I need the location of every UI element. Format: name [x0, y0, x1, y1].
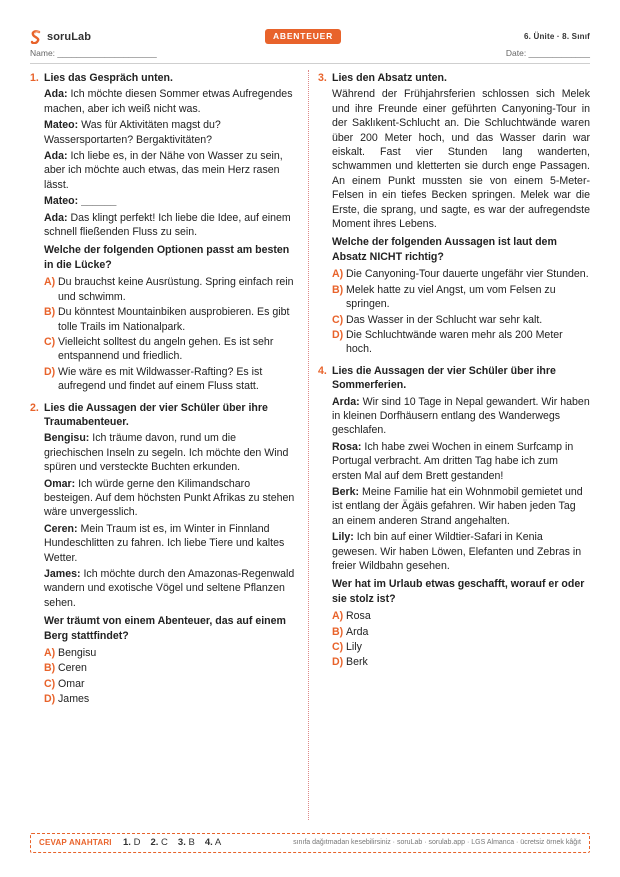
option-text: Berk [346, 656, 368, 669]
option-letter: D) [332, 656, 344, 669]
answer-option-b[interactable] [332, 283, 590, 312]
answer-option-c[interactable] [44, 677, 298, 691]
option-letter: C) [44, 677, 56, 690]
statement-line [44, 567, 298, 610]
answer-option-d[interactable] [44, 365, 298, 394]
option-letter: B) [44, 306, 56, 319]
option-letter: A) [332, 268, 344, 281]
answer-number: 1. [123, 837, 131, 848]
answer-option-d[interactable] [332, 328, 590, 357]
answer-letter: A [214, 837, 222, 848]
speaker: Lily: [332, 531, 354, 544]
answer-option-b[interactable] [332, 625, 590, 639]
option-text: Bengisu [58, 647, 97, 660]
answer-option-d[interactable] [44, 692, 298, 706]
speaker: Rosa: [332, 440, 362, 453]
statement-text: Ich habe zwei Wochen in einem Surfcamp in Portugal verbracht. Am dritten Tag habe ich zum ersten Mal auf dem Brett gestanden! [332, 440, 574, 482]
speaker: Omar: [44, 477, 76, 490]
question-prompt: Welche der folgenden Optionen passt am besten in die Lücke? [44, 244, 290, 271]
answer-number: 3. [177, 837, 186, 848]
statement-text: Ich würde gerne den Kilimandscharo besteigen. Auf dem höchsten Punkt Afrikas zu stehen wäre unvergesslich. [44, 477, 295, 519]
statement-text: Wir sind 10 Tage in Nepal gewandert. Wir haben in kleinen Dorfhäusern entlang des Wanderwegs geschlafen. [332, 395, 590, 437]
page-header [30, 27, 590, 49]
footer-note: sınıfa dağıtmadan kesebilirsiniz · soruLab · sorulab.app · LGS Almanca · ücretsiz örnek kâğıt [293, 839, 581, 846]
option-text: Die Canyoning-Tour dauerte ungefähr vier Stunden. [346, 268, 589, 281]
option-letter: B) [332, 625, 344, 638]
option-text: Du könntest Mountainbiken ausprobieren. Es gibt tolle Trails im Nationalpark. [58, 306, 290, 333]
speaker: James: [44, 568, 81, 580]
speaker: Arda: [332, 395, 360, 408]
option-text: Die Schluchtwände waren mehr als 200 Meter hoch. [346, 328, 563, 356]
statement-text: Ich möchte durch den Amazonas-Regenwald wandern und exotische Vögel und seltene Pflanzen sehen. [44, 568, 295, 609]
speaker: Mateo: [44, 195, 79, 208]
answer-key-item [150, 837, 167, 848]
statement-line [332, 530, 590, 573]
option-text: Arda [346, 625, 369, 638]
answer-key-list [123, 837, 231, 848]
sorulab-logo-icon [30, 30, 42, 44]
answer-option-c[interactable] [332, 313, 590, 327]
dialogue-line [44, 211, 298, 240]
unit-label: 6. Ünite · 8. Sınıf [523, 32, 590, 41]
topic-badge: ABENTEUER [265, 29, 341, 44]
question-title [318, 364, 590, 393]
option-letter: B) [332, 283, 344, 296]
statement-line [332, 485, 590, 528]
statement-line [332, 440, 590, 483]
question-number: 3. [318, 72, 327, 84]
answer-option-b[interactable] [44, 305, 298, 334]
statement-text: Ich bin auf einer Wildtier-Safari in Kenia gewesen. Wir haben Löwen, Elefanten und Zebras in freier Wildbahn gesehen. [332, 531, 582, 572]
question-2 [30, 401, 298, 707]
option-text: Melek hatte zu viel Angst, um vom Felsen zu springen. [346, 283, 556, 311]
question-prompt: Welche der folgenden Aussagen ist laut dem Absatz NICHT richtig? [332, 236, 557, 263]
option-letter: A) [332, 610, 344, 623]
answer-number: 4. [204, 837, 213, 848]
answer-key-label: CEVAP ANAHTARI [39, 838, 112, 847]
statement-line [44, 477, 298, 520]
answer-letter: B [188, 837, 195, 848]
question-title [30, 401, 298, 430]
question-instruction: Lies den Absatz unten. [332, 72, 447, 84]
right-column [318, 71, 590, 671]
option-text: Das Wasser in der Schlucht war sehr kalt. [346, 313, 543, 326]
dialogue-text: Ich möchte diesen Sommer etwas Aufregendes machen, aber ich weiß nicht was. [44, 88, 293, 115]
speaker: Bengisu: [44, 432, 90, 445]
answer-option-c[interactable] [44, 335, 298, 364]
answer-option-b[interactable] [44, 661, 298, 675]
dialogue-text: Das klingt perfekt! Ich liebe die Idee, auf einem schnell fließenden Fluss zu sein. [44, 211, 291, 239]
question-title [318, 71, 590, 85]
answer-option-a[interactable] [44, 646, 298, 660]
option-letter: D) [332, 328, 344, 341]
answer-key-item [178, 837, 195, 848]
answer-option-a[interactable] [332, 609, 590, 623]
logo [30, 30, 91, 44]
option-text: Wie wäre es mit Wildwasser-Rafting? Es ist aufregend und findet auf einem Fluss statt. [58, 365, 263, 393]
option-letter: C) [332, 313, 344, 326]
option-letter: D) [44, 693, 56, 706]
column-divider [308, 70, 309, 820]
header-divider [30, 63, 590, 64]
question-1 [30, 71, 298, 394]
option-letter: D) [44, 365, 56, 378]
question-number: 1. [30, 72, 39, 84]
option-letter: C) [332, 641, 344, 654]
question-title [30, 71, 298, 85]
option-text: Lily [346, 641, 362, 654]
left-column [30, 71, 298, 708]
answer-option-a[interactable] [44, 275, 298, 304]
option-letter: A) [44, 276, 56, 289]
option-text: Rosa [346, 610, 371, 623]
statement-line [332, 395, 590, 438]
speaker: Ceren: [44, 522, 78, 535]
option-letter: A) [44, 647, 56, 660]
answer-key-item [123, 837, 140, 848]
dialogue-line [44, 149, 298, 192]
question-4 [318, 364, 590, 670]
statement-line [44, 431, 298, 474]
statement-text: Ich träume davon, rund um die griechischen Inseln zu segeln. Ich möchte den Wind spüren und versteckte Buchten erkunden. [44, 432, 289, 474]
logo-text: soruLab [47, 31, 92, 43]
statement-text: Mein Traum ist es, im Winter in Finnland Hundeschlitten zu fahren. Ich liebe Tiere und kaltes Wetter. [44, 522, 285, 564]
statement-text: Meine Familie hat ein Wohnmobil gemietet und ist entlang der Ägäis gefahren. Wir haben jeden Tag an einem anderen Strand angehalten. [332, 485, 583, 527]
speaker: Ada: [44, 88, 68, 101]
answer-key-item [205, 837, 221, 848]
option-letter: C) [44, 335, 56, 348]
answer-key-strip [30, 833, 590, 853]
question-prompt: Wer hat im Urlaub etwas geschafft, worauf er oder sie stolz ist? [332, 578, 585, 605]
option-letter: B) [44, 662, 56, 675]
statement-line [44, 522, 298, 565]
question-instruction: Lies das Gespräch unten. [44, 72, 173, 84]
speaker: Mateo: [44, 119, 79, 132]
option-text: James [58, 693, 90, 706]
name-field-label: Name: _____________________ [30, 48, 157, 58]
question-3 [318, 71, 590, 357]
answer-option-c[interactable] [332, 640, 590, 654]
option-text: Omar [58, 677, 85, 690]
meta-row [30, 48, 590, 64]
option-text: Vielleicht solltest du angeln gehen. Es ist sehr entspannend und friedlich. [58, 335, 274, 363]
dialogue-text: Was für Aktivitäten magst du? Wassersportarten? Bergaktivitäten? [44, 119, 221, 146]
answer-option-a[interactable] [332, 267, 590, 281]
answer-letter: C [161, 837, 168, 848]
dialogue-line [44, 194, 298, 208]
dialogue-line [44, 118, 298, 147]
speaker: Ada: [44, 150, 68, 163]
question-prompt: Wer träumt von einem Abenteuer, das auf einem Berg stattfindet? [44, 615, 286, 642]
question-instruction: Lies die Aussagen der vier Schüler über ihre Traumabenteuer. [44, 401, 268, 428]
answer-option-d[interactable] [332, 655, 590, 669]
speaker: Ada: [44, 211, 68, 224]
question-instruction: Lies die Aussagen der vier Schüler über ihre Sommerferien. [332, 364, 556, 392]
option-text: Ceren [58, 662, 87, 675]
answer-letter: D [133, 837, 141, 848]
speaker: Berk: [332, 485, 360, 498]
reading-paragraph: Während der Frühjahrsferien schlossen sich Melek und ihre Freunde einer geführten Canyoning-Tour in der Saklıkent-Schlucht an. Die Schluchtwände waren über 200 Meter hoch, und das Wasser darin war eiskalt. Fast vier Stunden lang wanderten, schwammen und kletterten sie durch enge Passagen. An einem Punkt mussten sie von einem 5-Meter-Felsen in ein tiefes Becken springen. Melek war die Erste, die sprang, und sagte, es war der aufregendste Moment ihres Lebens. [332, 88, 590, 231]
dialogue-text: Ich liebe es, in der Nähe von Wasser zu sein, aber ich möchte auch etwas, das mein Herz rasen lässt. [44, 150, 283, 191]
question-number: 2. [30, 401, 39, 414]
answer-number: 2. [150, 837, 159, 848]
option-text: Du brauchst keine Ausrüstung. Spring einfach rein und schwimm. [58, 276, 294, 303]
dialogue-blank: ______ [78, 195, 117, 208]
dialogue-line [44, 87, 298, 116]
question-number: 4. [318, 364, 327, 377]
date-field-label: Date: _____________ [505, 48, 590, 58]
